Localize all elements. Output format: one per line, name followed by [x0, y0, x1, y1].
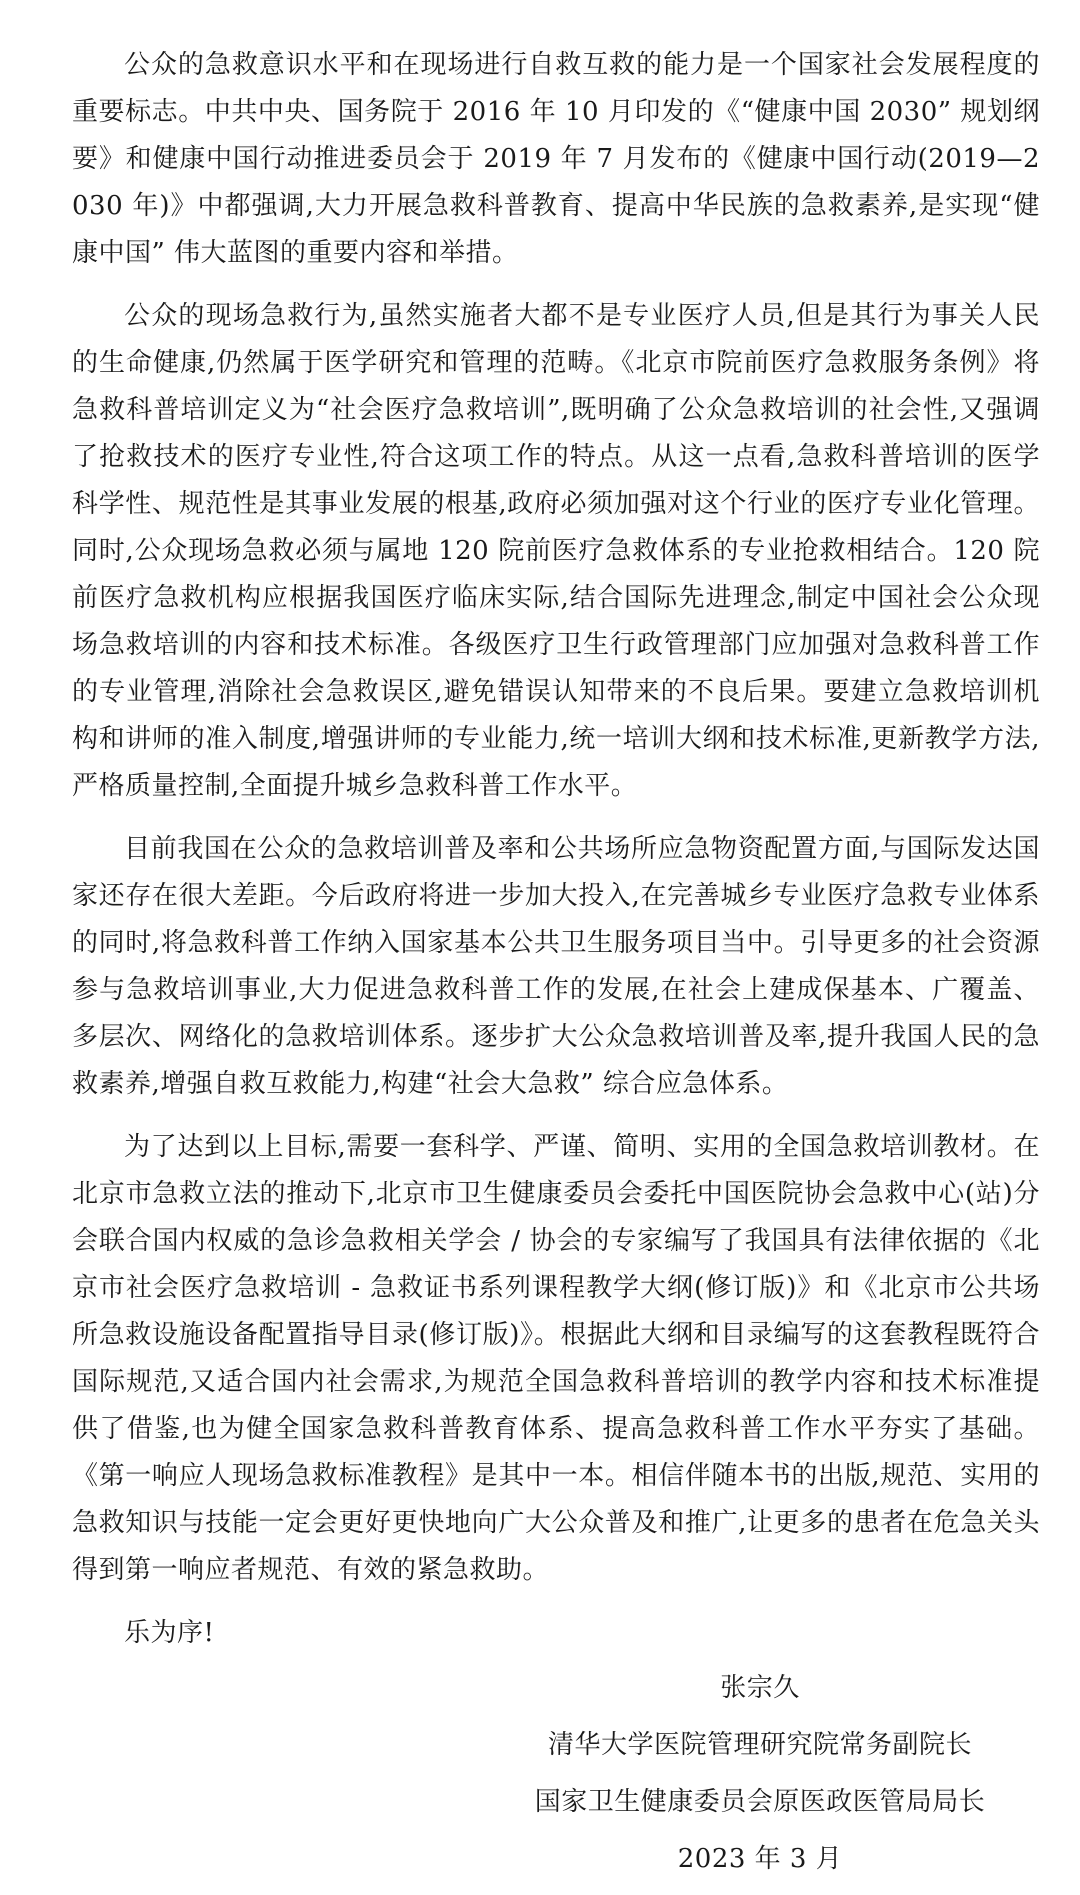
- signature-title-2: 国家卫生健康委员会原医政医管局局长: [534, 1787, 986, 1817]
- paragraph-3: 目前我国在公众的急救培训普及率和公共场所应急物资配置方面,与国际发达国家还存在很大差距。今后政府将进一步加大投入,在完善城乡专业医疗急救专业体系的同时,将急救科普工作纳入国家基本公共卫生服务项目当中。引导更多的社会资源参与急救培训事业,大力促进急救科普工作的发展,在社会上建成保基本、广覆盖、多层次、网络化的急救培训体系。逐步扩大公众急救培训普及率,提升我国人民的急救素养,增强自救互救能力,构建“社会大急救” 综合应急体系。: [72, 834, 1040, 1099]
- preface-body: [72, 42, 1040, 1657]
- paragraph-1: 公众的急救意识水平和在现场进行自救互救的能力是一个国家社会发展程度的重要标志。中共中央、国务院于 2016 年 10 月印发的《“健康中国 2030” 规划纲要》和健康中国行动推进委员会于 2019 年 7 月发布的《健康中国行动(2019—2030 年)》中都强调,大力开展急救科普教育、提高中华民族的急救素养,是实现“健康中国” 伟大蓝图的重要内容和举措。: [72, 50, 1040, 268]
- signature-date: 2023 年 3 月: [677, 1844, 843, 1874]
- paragraph-2: 公众的现场急救行为,虽然实施者大都不是专业医疗人员,但是其行为事关人民的生命健康,仍然属于医学研究和管理的范畴。《北京市院前医疗急救服务条例》将急救科普培训定义为“社会医疗急救培训”,既明确了公众急救培训的社会性,又强调了抢救技术的医疗专业性,符合这项工作的特点。从这一点看,急救科普培训的医学科学性、规范性是其事业发展的根基,政府必须加强对这个行业的医疗专业化管理。同时,公众现场急救必须与属地 120 院前医疗急救体系的专业抢救相结合。120 院前医疗急救机构应根据我国医疗临床实际,结合国际先进理念,制定中国社会公众现场急救培训的内容和技术标准。各级医疗卫生行政管理部门应加强对急救科普工作的专业管理,消除社会急救误区,避免错误认知带来的不良后果。要建立急救培训机构和讲师的准入制度,增强讲师的专业能力,统一培训大纲和技术标准,更新教学方法,严格质量控制,全面提升城乡急救科普工作水平。: [72, 301, 1040, 801]
- paragraph-4: 为了达到以上目标,需要一套科学、严谨、简明、实用的全国急救培训教材。在北京市急救立法的推动下,北京市卫生健康委员会委托中国医院协会急救中心(站)分会联合国内权威的急诊急救相关学会 / 协会的专家编写了我国具有法律依据的《北京市社会医疗急救培训 - 急救证书系列课程教学大纲(修订版)》和《北京市公共场所急救设施设备配置指导目录(修订版)》。根据此大纲和目录编写的这套教程既符合国际规范,又适合国内社会需求,为规范全国急救科普培训的教学内容和技术标准提供了借鉴,也为健全国家急救科普教育体系、提高急救科普工作水平夯实了基础。《第一响应人现场急救标准教程》是其中一本。相信伴随本书的出版,规范、实用的急救知识与技能一定会更好更快地向广大公众普及和推广,让更多的患者在危急关头得到第一响应者规范、有效的紧急救助。: [72, 1132, 1040, 1585]
- signature-block: [480, 1660, 1040, 1888]
- signature-title-1: 清华大学医院管理研究院常务副院长: [547, 1730, 972, 1760]
- signature-name: 张宗久: [720, 1673, 800, 1703]
- closing-line: 乐为序!: [124, 1618, 215, 1648]
